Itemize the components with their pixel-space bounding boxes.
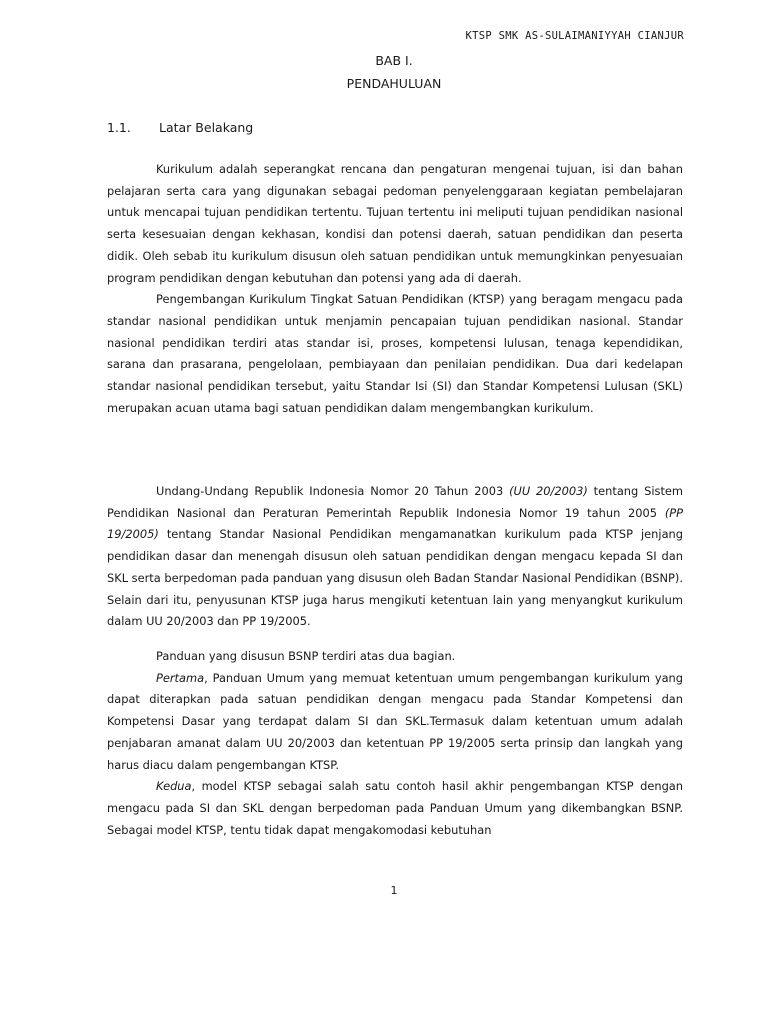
text-run: tentang Standar Nasional Pendidikan mengamanatkan kurikulum pada KTSP jenjang pendidikan dasar dan menengah disusun oleh satuan pendidikan dengan mengacu kepada SI dan SKL serta berpedoman pada panduan yang disusun oleh Badan Standar Nasional Pendidikan (BSNP). Selain dari itu, penyusunan KTSP juga harus mengikuti ketentuan lain yang menyangkut kurikulum dalam UU 20/2003 dan PP 19/2005. <box>107 527 683 629</box>
paragraph <box>107 668 683 777</box>
italic-citation: (PP 19/2005) <box>107 505 683 542</box>
italic-citation: (UU 20/2003) <box>509 484 588 498</box>
section-title: Latar Belakang <box>159 120 254 135</box>
section-heading <box>107 120 253 135</box>
chapter-title: PENDAHULUAN <box>346 76 442 91</box>
paragraph <box>107 481 683 633</box>
section-number: 1.1. <box>107 120 131 135</box>
page-number: 1 <box>390 884 398 897</box>
text-run: , Panduan Umum yang memuat ketentuan umum pengembangan kurikulum yang dapat diterapkan pada satuan pendidikan dengan mengacu pada Standar Kompetensi dan Kompetensi Dasar yang terdapat dalam SI dan SKL.Termasuk dalam ketentuan umum adalah penjabaran amanat dalam UU 20/2003 dan ketentuan PP 19/2005 serta prinsip dan langkah yang harus diacu dalam pengembangan KTSP. <box>107 670 683 772</box>
text-run: tentang Sistem Pendidikan Nasional dan Peraturan Pemerintah Republik Indonesia Nomor 19 tahun 2005 <box>107 484 684 520</box>
text-run: Undang-Undang Republik Indonesia Nomor 20 Tahun 2003 <box>156 484 510 498</box>
chapter-number: BAB I. <box>375 53 413 68</box>
text-run: , model KTSP sebagai salah satu contoh hasil akhir pengembangan KTSP dengan mengacu pada SI dan SKL dengan berpedoman pada Panduan Umum yang dikembangkan BSNP. Sebagai model KTSP, tentu tidak dapat mengakomodasi kebutuhan <box>107 779 683 837</box>
body-text-block-1 <box>107 159 683 419</box>
italic-lead: Kedua <box>156 779 192 794</box>
paragraph <box>107 776 683 841</box>
body-text-block-3 <box>107 646 683 841</box>
italic-lead: Pertama <box>156 670 205 685</box>
paragraph: Panduan yang disusun BSNP terdiri atas dua bagian. <box>156 649 456 663</box>
paragraph: Pengembangan Kurikulum Tingkat Satuan Pendidikan (KTSP) yang beragam mengacu pada standar nasional pendidikan untuk menjamin pencapaian tujuan pendidikan nasional. Standar nasional pendidikan terdiri atas standar isi, proses, kompetensi lulusan, tenaga kependidikan, sarana dan prasarana, pengelolaan, pembiayaan dan penilaian pendidikan. Dua dari kedelapan standar nasional pendidikan tersebut, yaitu Standar Isi (SI) dan Standar Kompetensi Lulusan (SKL) merupakan acuan utama bagi satuan pendidikan dalam mengembangkan kurikulum. <box>107 292 683 415</box>
running-header: KTSP SMK AS-SULAIMANIYYAH CIANJUR <box>465 30 684 42</box>
body-text-block-2 <box>107 481 683 633</box>
paragraph: Kurikulum adalah seperangkat rencana dan pengaturan mengenai tujuan, isi dan bahan pelajaran serta cara yang digunakan sebagai pedoman penyelenggaraan kegiatan pembelajaran untuk mencapai tujuan pendidikan tertentu. Tujuan tertentu ini meliputi tujuan pendidikan nasional serta kesesuaian dengan kekhasan, kondisi dan potensi daerah, satuan pendidikan dan peserta didik. Oleh sebab itu kurikulum disusun oleh satuan pendidikan untuk memungkinkan penyesuaian program pendidikan dengan kebutuhan dan potensi yang ada di daerah. <box>107 162 683 285</box>
